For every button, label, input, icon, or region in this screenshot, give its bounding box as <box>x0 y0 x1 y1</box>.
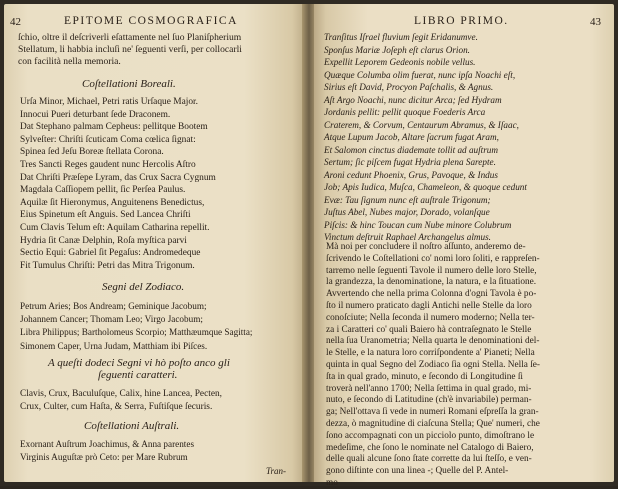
verse-line: Libra Philippus; Bartholomeus Scorpio; Matthæumque Sagitta; <box>20 327 253 338</box>
prose-line: nella ſua Uranometria; Nella quarta le denominationi del- <box>326 336 540 347</box>
verse-line: Hydria ſit Canæ Delphin, Roſa myſtica parvi <box>20 235 187 246</box>
verse-line: Craterem, & Corvum, Centaurum Abramus, & Iſaac, <box>324 119 519 130</box>
prose-line: za i Caratteri co' quali Baiero hà contraſegnato le Stelle <box>326 324 532 335</box>
verse-line: Sirius eſt David, Procyon Paſchalis, & Agnus. <box>324 82 494 92</box>
prose-line: delle quali alcune ſono ſtate corrette da lui ſteſſo, e ven- <box>326 454 532 465</box>
verse-line: Fit Tumulus Chriſti: Petri das Mitra Trigonum. <box>20 260 195 271</box>
running-head-left: EPITOME COSMOGRAFICA <box>64 15 238 27</box>
prose-line: ſcrivendo le Coſtellationi co' nomi loro ſoliti, e rappreſen- <box>326 253 540 264</box>
intro-line: ſchio, oltre il deſcriverli eſattamente nel ſuo Planiſpherium <box>18 32 242 43</box>
prose-line: conoſciute; Nella ſeconda il numero moderno; Nella ter- <box>326 312 535 323</box>
intro-line: Stellatum, li habbia incluſi ne' ſeguenti verſi, per collocarli <box>18 44 242 55</box>
page-number-left: 42 <box>10 16 21 28</box>
verse-line: Et Salomon cinctus diademate tollit ad auſtrum <box>324 144 499 155</box>
verse-line: Aroni cedunt Phoenix, Grus, Pavoque, & Indus <box>324 169 498 180</box>
prose-line: ſono accompagnati con un picciolo punto, dimoſtrano le <box>326 430 535 441</box>
section-title-australi: Coſtellationi Auſtrali. <box>84 420 180 432</box>
left-page <box>4 4 304 482</box>
verse-line: Aquilæ ſit Hieronymus, Anguitenens Benedictus, <box>20 197 205 208</box>
prose-line: ga; Nell'ottava ſi vede in numeri Romani eſpreſſa la gran- <box>326 407 539 418</box>
verse-line: Dat Chriſti Præſepe Lyram, das Crux Sacra Cygnum <box>20 172 216 183</box>
prose-line: ſta in qual grado, minuto, e ſecondo di Longitudine ſi <box>326 371 524 382</box>
verse-line: Spinea ſed Jeſu Boreæ ſtellata Corona. <box>20 147 164 158</box>
verse-line: Clavis, Crux, Baculuſque, Calix, hine Lancea, Pecten, <box>20 389 223 399</box>
verse-line: Jordanis pellit: pellit quoque Foederis Arca <box>324 107 486 117</box>
verse-line: Innocui Pueri deturbant ſede Draconem. <box>20 109 171 120</box>
verse-line: Expellit Leporem Gedeonis nobile vellus. <box>324 57 476 67</box>
verse-line: Sectio Equi: Gabriel ſit Pegaſus: Andromedeque <box>20 248 201 259</box>
verse-line: Eius Spinetum eſt Anguis. Sed Lancea Chriſti <box>20 210 191 221</box>
prose-line: mo <box>326 478 338 488</box>
prose-line: Mà noi per concludere il noſtro aſſunto, anderemo de- <box>326 242 526 252</box>
prose-line: ſto il numero praticato dagli Antichi nelle Stelle da loro <box>326 301 532 311</box>
page-number-right: 43 <box>590 16 601 28</box>
verse-line: Juſtus Abel, Nubes major, Dorado, volanſque <box>324 207 490 217</box>
verse-line: Sponſus Mariæ Joſeph eſt clarus Orion. <box>324 44 470 55</box>
prose-line: quinta in qual Segno del Zodiaco ſia ogni Stella. Nella ſe- <box>326 360 541 370</box>
section-title-boreali: Coſtellationi Boreali. <box>82 78 176 90</box>
prose-line: tarremo nelle ſeguenti Tavole il numero delle loro Stelle, <box>326 265 537 276</box>
running-head-right: LIBRO PRIMO. <box>414 15 509 27</box>
verse-line: Sylveſter: Chriſti ſcuticam Coma cœlica ſignat: <box>20 134 196 145</box>
verse-line: Tres Sancti Reges gaudent nunc Hercolis Aſtro <box>20 160 196 170</box>
prose-line: medeſime, che ſono le nominate nel Catalogo di Baiero, <box>326 442 534 453</box>
verse-line: Urſa Minor, Michael, Petri ratis Urſaque Major. <box>20 97 198 107</box>
verse-line: Aſt Argo Noachi, nunc dicitur Arca; ſed Hydram <box>324 94 502 105</box>
verse-line: Dat Stephano palmam Cepheus: pellitque Bootem <box>20 122 208 133</box>
section-title-caratteri: A queſti dodeci Segni vi hò poſto anco gli <box>48 357 230 369</box>
verse-line: Evæ: Tau ſignum nunc eſt auſtrale Trigonum; <box>324 194 491 205</box>
prose-line: Avvertendo che nella prima Colonna d'ogni Tavola è po- <box>326 289 537 300</box>
verse-line: Johannem Cancer; Thomam Leo; Virgo Jacobum; <box>20 314 203 325</box>
verse-line: Tranſitus Iſrael fluvium ſegit Eridanumve. <box>324 32 478 42</box>
verse-line: Magdala Caſſiopem pellit, ſic Perſea Paulus. <box>20 185 186 196</box>
section-title-caratteri-2: ſeguenti caratteri. <box>98 369 178 381</box>
verse-line: Virginis Auguſtæ prò Ceto: per Mare Rubrum <box>20 451 188 462</box>
verse-line: Crux, Culter, cum Haſta, & Serra, Fuſtiſque ſecuris. <box>20 402 213 413</box>
prose-line: troverà nell'anno 1700; Nella ſettima in qual grado, mi- <box>326 383 532 394</box>
catchword: Tran- <box>266 466 287 476</box>
verse-line: Cum Clavis Telum eſt: Aquilam Catharina repellit. <box>20 223 210 233</box>
section-title-zodiaco: Segni del Zodiaco. <box>102 281 185 293</box>
verse-line: Piſcis: & hinc Toucan cum Nube minore Colubrum <box>324 219 512 230</box>
verse-line: Atque Lupum Jacob, Altare ſacrum fugat Aram, <box>324 132 499 142</box>
verse-line: Petrum Aries; Bos Andream; Geminique Jacobum; <box>20 301 207 311</box>
prose-line: la grandezza, la denominatione, la natura, e la ſituatione. <box>326 277 537 288</box>
prose-line: dezza, ò magnitudine di ciaſcuna Stella; Que' numeri, che <box>326 419 540 429</box>
prose-line: le Stelle, e la natura loro corriſpondente a' Pianeti; Nella <box>326 348 535 359</box>
prose-line: gono diſtinte con una linea -; Quelle del P. Antel- <box>326 466 509 477</box>
intro-line: con facilità nella memoria. <box>18 56 121 67</box>
right-page <box>314 4 614 488</box>
verse-line: Sertum; ſic piſcem fugat Hydria plena Sarepte. <box>324 157 496 167</box>
verse-line: Simonem Caper, Urna Judam, Matthiam ibi Piſces. <box>20 340 208 351</box>
verse-line: Exornant Auſtrum Joachimus, & Anna parentes <box>20 439 195 449</box>
verse-line: Vinctum deſtruit Raphael Archangelus almus. <box>324 232 491 242</box>
verse-line: Quæque Columba olim fuerat, nunc ipſa Noachi eſt, <box>324 69 516 80</box>
prose-line: nuto, e ſecondo di Latitudine (ch'è invariabile) perman- <box>326 395 532 406</box>
verse-line: Job; Apis Iudica, Muſca, Chameleon, & quoque cedunt <box>324 182 527 192</box>
